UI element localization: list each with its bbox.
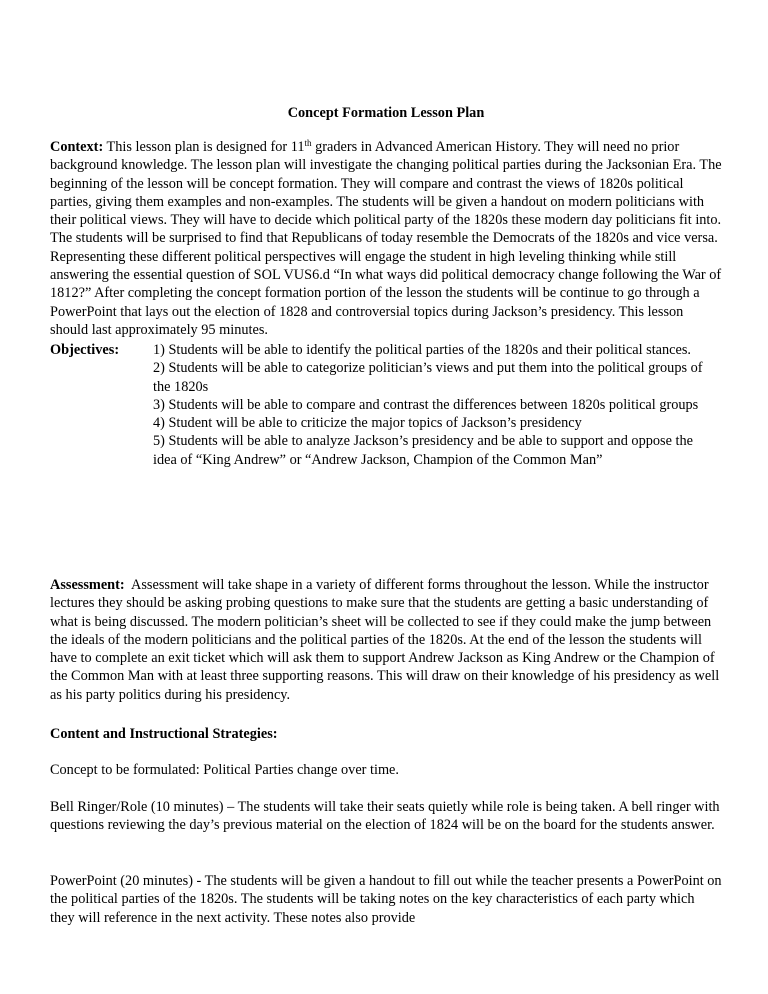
objectives-label: Objectives: [50,342,120,358]
powerpoint-paragraph: PowerPoint (20 minutes) - The students will be given a handout to fill out while the teacher presents a PowerPoint on the political parties of the 1820s. The students will be taking notes on the key characteristics of each party which they will reference in the next activity. These notes also provide [50,873,722,926]
assessment-label: Assessment: [50,577,125,593]
objective-item: 3) Students will be able to compare and contrast the differences between 1820s political groups [153,396,699,413]
context-text-start: This lesson plan is designed for 11 [103,139,305,155]
context-text-rest: graders in Advanced American History. They will need no prior background knowledge. The lesson plan will investigate the changing political parties during the Jacksonian Era. The beginning of the lesson will be concept formation. They will compare and contrast the views of 1820s political parties, giving them examples and non-examples. The students will be given a handout on modern politicians with their political views. They will have to decide which political party of the 1820s these modern day politicians fit into. The students will be surprised to find that Republicans of today resemble the Democrats of the 1820s and vice versa. Representing these different political perspectives will engage the student in high leveling thinking while still answering the essential question of SOL VUS6.d “In what ways did political democracy change following the War of 1812?” After completing the concept formation portion of the lesson the students will be continue to go through a PowerPoint that lays out the election of 1828 and controversial topics during Jackson’s presidency. This lesson should last approximately 95 minutes. [50,139,722,338]
objective-item: 5) Students will be able to analyze Jackson’s presidency and be able to support and oppose the idea of “King Andrew” or “Andrew Jackson, Champion of the Common Man” [153,433,693,468]
assessment-paragraph [50,576,722,704]
context-superscript: th [304,138,312,148]
objectives-list [153,341,713,469]
page-title: Concept Formation Lesson Plan [287,105,485,121]
bell-ringer-paragraph: Bell Ringer/Role (10 minutes) – The students will take their seats quietly while role is being taken. A bell ringer with questions reviewing the day’s previous material on the election of 1824 will be on the board for the students answer. [50,799,720,834]
objective-item: 1) Students will be able to identify the political parties of the 1820s and their political stances. [153,342,691,358]
concept-paragraph: Concept to be formulated: Political Parties change over time. [50,762,399,778]
objective-item: 4) Student will be able to criticize the major topics of Jackson’s presidency [153,415,582,432]
content-heading: Content and Instructional Strategies: [50,726,278,742]
assessment-text: Assessment will take shape in a variety of different forms throughout the lesson. While the instructor lectures they should be asking probing questions to make sure that the students are getting a basic understanding of what is being discussed. The modern politician’s sheet will be collected to see if they could make the jump between the ideals of the modern politicians and the political parties of the 1820s. At the end of the lesson the students will have to complete an exit ticket which will ask them to support Andrew Jackson as King Andrew or the Champion of the Common Man with at least three supporting reasons. This will draw on their knowledge of his presidency as well as his party politics during his presidency. [50,577,723,703]
context-label: Context: [50,139,104,155]
objective-item: 2) Students will be able to categorize politician’s views and put them into the political groups of the 1820s [153,360,703,395]
context-paragraph [50,138,722,339]
